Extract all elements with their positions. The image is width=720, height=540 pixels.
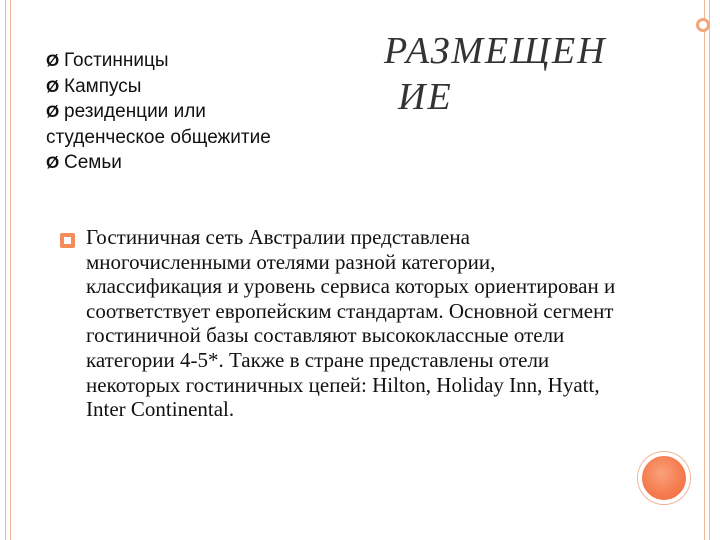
accommodation-types-list (46, 48, 356, 176)
slide-title-line2: ИЕ (398, 76, 453, 118)
right-border-inner (704, 0, 705, 540)
list-item: Ø Гостинницы (46, 48, 356, 74)
arrow-bullet-icon: Ø (46, 76, 60, 96)
slide-title (384, 28, 607, 120)
arrow-bullet-icon: Ø (46, 51, 60, 70)
slide-title-line1: РАЗМЕЩЕН (384, 30, 607, 72)
list-item: Ø Семьи (46, 150, 356, 176)
left-border-outer (5, 0, 6, 540)
body-text-block (60, 225, 630, 422)
left-border-inner (10, 0, 11, 540)
square-bullet-icon (60, 233, 75, 248)
list-item-continuation: студенческое общежитие (46, 126, 271, 148)
right-border-outer (709, 0, 710, 540)
list-item: Ø Кампусы (46, 74, 356, 100)
decorative-ring-icon (696, 18, 710, 32)
list-item: Ø резиденции или (46, 99, 356, 125)
arrow-bullet-icon: Ø (46, 102, 60, 121)
arrow-bullet-icon: Ø (46, 153, 60, 172)
decorative-orange-circle-icon (638, 452, 690, 504)
body-paragraph: Гостиничная сеть Австралии представлена многочисленными отелями разной категории, классификация и уровень сервиса которых ориентирован и соответствует европейским стандартам. Основной сегмент гостиничной базы составляют высококлассные отели категории 4-5*. Также в стране представлены отели некоторых гостиничных цепей: Hilton, Holiday Inn, Hyatt, Inter Continental. (86, 225, 616, 422)
